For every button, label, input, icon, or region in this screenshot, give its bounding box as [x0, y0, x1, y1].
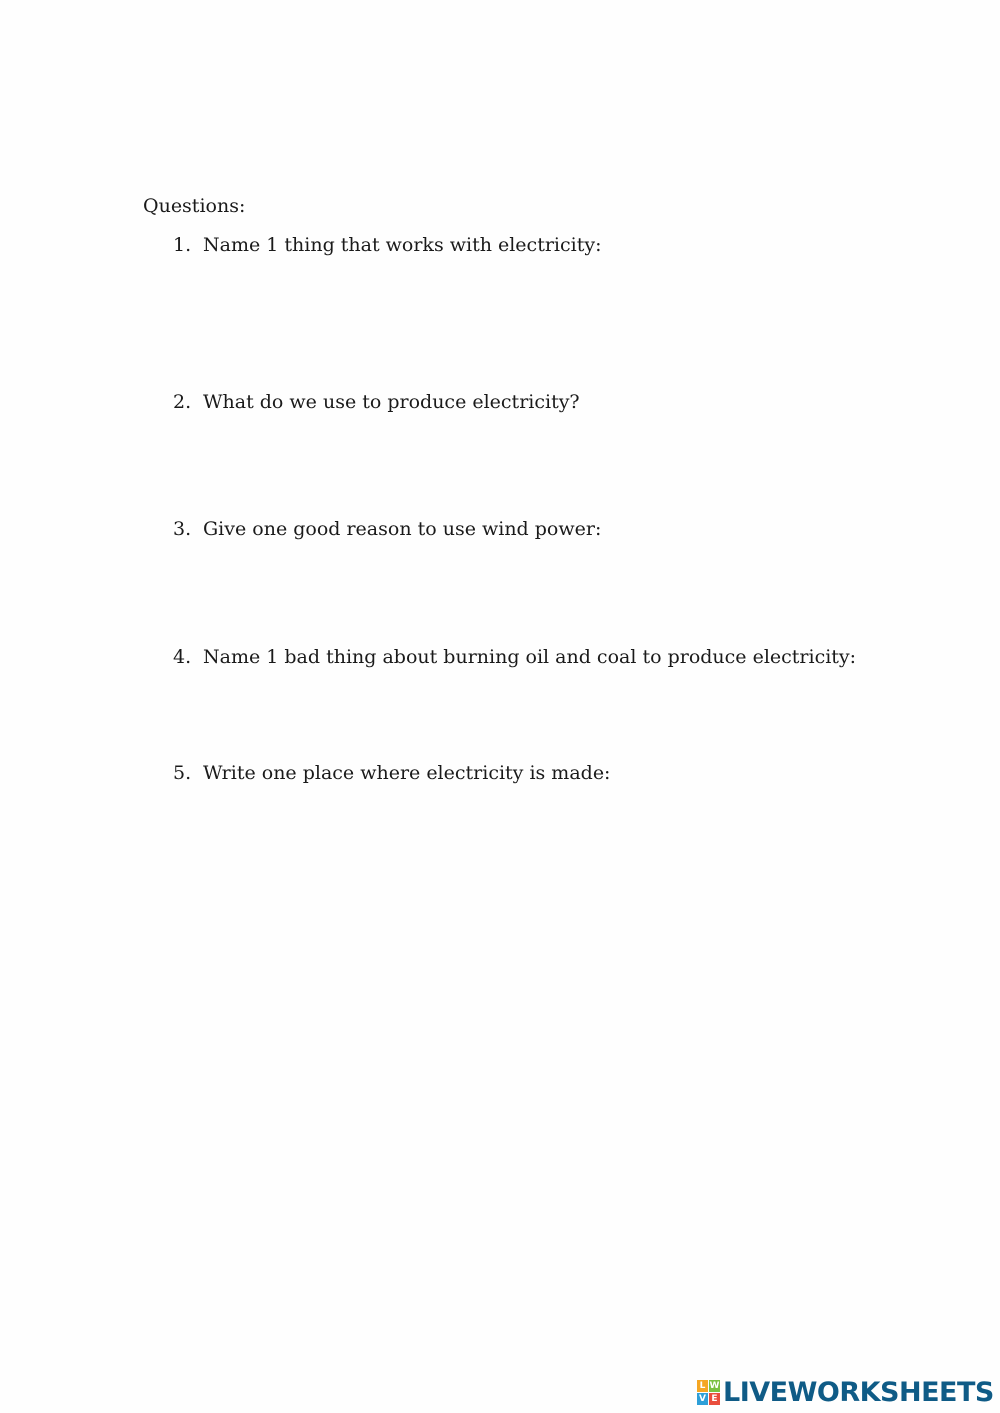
liveworksheets-logo-icon	[697, 1380, 721, 1406]
question-item	[173, 233, 601, 257]
question-text: Name 1 thing that works with electricity:	[203, 234, 602, 256]
logo-mark-letter: V	[697, 1393, 708, 1405]
question-text: Name 1 bad thing about burning oil and coal to produce electricity:	[203, 646, 857, 668]
question-number: 3.	[173, 518, 192, 540]
logo-mark-letter: E	[709, 1393, 720, 1405]
logo-mark-letter: L	[697, 1380, 708, 1392]
question-text: Give one good reason to use wind power:	[203, 518, 602, 540]
question-number: 2.	[173, 391, 192, 413]
question-item	[173, 517, 601, 541]
logo-mark-letter: W	[709, 1381, 720, 1391]
liveworksheets-logo	[697, 1378, 994, 1408]
question-number: 1.	[173, 234, 192, 256]
question-number: 5.	[173, 762, 192, 784]
questions-heading: Questions:	[143, 195, 246, 217]
question-number: 4.	[173, 646, 192, 668]
question-text: Write one place where electricity is made:	[203, 762, 611, 784]
question-item	[173, 390, 580, 414]
question-text: What do we use to produce electricity?	[203, 391, 580, 413]
question-item	[173, 645, 856, 669]
logo-text: LIVEWORKSHEETS	[723, 1377, 994, 1408]
question-item	[173, 761, 610, 785]
